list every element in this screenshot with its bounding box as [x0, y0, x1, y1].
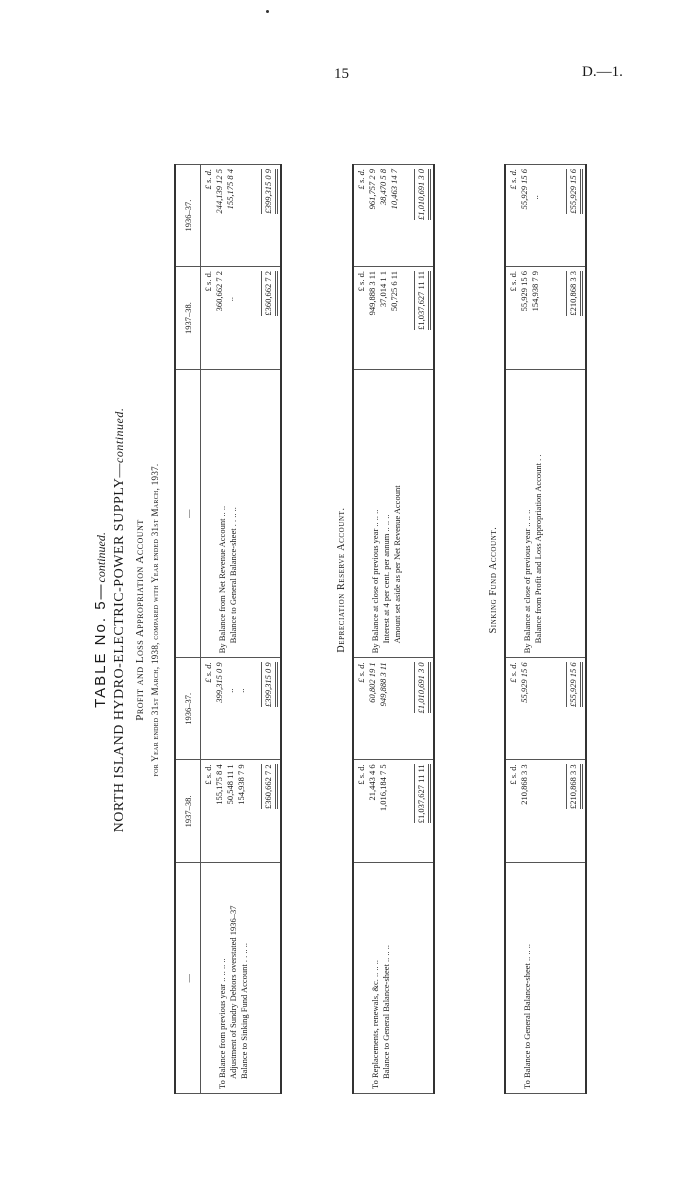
- page-speck: [266, 10, 269, 13]
- pl-debit-1938-value: 50,548 11 1: [225, 764, 235, 805]
- dep-debit-1938-value: 1,016,184 7 5: [378, 764, 388, 812]
- lsd-header: £ s. d.: [508, 169, 518, 190]
- profit-loss-body: [201, 165, 260, 1094]
- dep-credit-1937: [353, 165, 412, 267]
- dep-debit-item: To Replacements, renewals, &c. .. .. ..: [370, 960, 380, 1089]
- lsd-header: £ s. d.: [203, 662, 213, 683]
- dep-debit-1938-value: 21,443 4 6: [367, 764, 377, 801]
- sf-debit-item: To Balance to General Balance-sheet .. .. ..: [522, 943, 532, 1089]
- lsd-header: £ s. d.: [356, 169, 366, 190]
- header-1936-37: 1936–37.: [175, 658, 201, 760]
- dep-credit-item: Interest at 4 per cent. per annum .. .. ..: [381, 514, 391, 644]
- pl-credit-1937-value: 155,175 8 4: [225, 169, 235, 210]
- lsd-header: £ s. d.: [508, 764, 518, 785]
- pl-credit-1938-value: ..: [225, 297, 235, 302]
- dep-credit-1937-value: 10,463 14 7: [389, 169, 399, 210]
- dep-credit-1938-value: 50,725 6 11: [389, 271, 399, 312]
- sf-debit-1937: [505, 658, 564, 760]
- pl-credit-item: By Balance from Net Revenue Account .. ..: [217, 505, 227, 654]
- page-number: 15: [334, 66, 349, 82]
- profit-loss-header: [175, 165, 201, 1094]
- sf-credit-item: Balance from Profit and Loss Appropriation Account . .: [533, 454, 543, 644]
- dep-credit-1938-value: 949,888 3 11: [367, 271, 377, 316]
- lsd-header: £ s. d.: [508, 271, 518, 292]
- sf-debit-total-1937: £55,929 15 6: [566, 662, 583, 707]
- pl-debit-1938-value: 154,938 7 9: [236, 764, 246, 805]
- sinking-fund-body: [505, 165, 564, 1094]
- pl-debit-item: Balance to Sinking Fund Account . . .. ..: [239, 943, 249, 1079]
- pl-debit-item: Adjustment of Sundry Debtors overstated 1936–37: [228, 905, 238, 1079]
- sf-credit-items: [505, 370, 564, 658]
- lsd-header: £ s. d.: [203, 764, 213, 785]
- main-title-cont: continued.: [112, 407, 126, 463]
- pl-credit-total-1938: £360,662 7 2: [261, 271, 278, 316]
- lsd-header: £ s. d.: [203, 169, 213, 190]
- header-1936-37: 1936–37.: [175, 165, 201, 267]
- lsd-header: £ s. d.: [356, 271, 366, 292]
- sf-credit-1937: [505, 165, 564, 267]
- document-reference: D.—1.: [582, 64, 623, 80]
- dep-credit-1938-value: 37,014 1 1: [378, 271, 388, 308]
- pl-credit-1937: [201, 165, 260, 267]
- pl-debit-total-1937: £399,315 0 9: [261, 662, 278, 707]
- dep-debit-1937-value: 949,888 3 11: [378, 662, 388, 707]
- sf-debit-total-1938: £210,868 3 3: [566, 764, 583, 809]
- sinking-fund-table: [504, 164, 587, 1094]
- rotated-table-content: [88, 100, 608, 1140]
- depreciation-body: [353, 165, 412, 1094]
- pl-debit-1937-value: 399,315 0 9: [214, 662, 224, 703]
- dep-credit-total-1938: £1,037,627 11 11: [414, 271, 431, 330]
- dep-credit-items: [353, 370, 412, 658]
- table-main-title: [112, 100, 128, 1140]
- lsd-header: £ s. d.: [203, 271, 213, 292]
- pl-debit-item: To Balance from previous year .. .. .. ..: [217, 958, 227, 1089]
- pl-credit-1938-value: 360,662 7 2: [214, 271, 224, 312]
- profit-loss-totals: [259, 165, 281, 1094]
- pl-debit-total-1938: £360,662 7 2: [261, 764, 278, 809]
- sf-credit-1938-value: 55,929 15 6: [519, 271, 529, 312]
- header-1937-38: 1937–38.: [175, 267, 201, 370]
- sf-debit-items: [505, 863, 564, 1094]
- sf-credit-1938: [505, 267, 564, 370]
- dep-debit-1937-value: 60,802 19 1: [367, 662, 377, 703]
- sf-credit-total-1937: £55,929 15 6: [566, 169, 583, 214]
- table-number: [92, 100, 109, 1140]
- dep-credit-item: Amount set aside as per Net Revenue Account: [392, 485, 402, 644]
- table-number-cont: continued.: [94, 532, 108, 583]
- sinking-fund-title: Sinking Fund Account.: [488, 526, 499, 634]
- table-period: for Year ended 31st March, 1938, compared with Year ended 31st March, 1937.: [150, 463, 160, 777]
- dep-debit-item: Balance to General Balance-sheet .. .. ..: [381, 944, 391, 1079]
- pl-debit-1938-value: 155,175 8 4: [214, 764, 224, 805]
- main-title-text: NORTH ISLAND HYDRO-ELECTRIC-POWER SUPPLY—: [112, 462, 127, 833]
- dep-debit-1937: [353, 658, 412, 760]
- lsd-header: £ s. d.: [508, 662, 518, 683]
- header-dash: —: [175, 370, 201, 658]
- dep-credit-1938: [353, 267, 412, 370]
- pl-credit-items: [201, 370, 260, 658]
- depreciation-title: Depreciation Reserve Account.: [336, 507, 347, 653]
- sf-credit-item: By Balance at close of previous year .. .. ..: [522, 509, 532, 654]
- table-number-text: TABLE No. 5—: [92, 582, 109, 708]
- dep-debit-total-1937: £1,010,691 3 0: [414, 662, 431, 713]
- table-subtitle: Profit and Loss Appropriation Account: [134, 519, 146, 721]
- pl-debit-1937-value: ..: [236, 688, 246, 693]
- depreciation-totals: [412, 165, 434, 1094]
- header-dash: —: [175, 863, 201, 1094]
- sf-credit-1937-value: 55,929 15 6: [519, 169, 529, 210]
- dep-credit-item: By Balance at close of previous year .. .. ..: [370, 509, 380, 654]
- sf-debit-1938: [505, 760, 564, 863]
- sf-debit-1938-value: 210,868 3 3: [519, 764, 529, 805]
- header-1937-38: 1937–38.: [175, 760, 201, 863]
- pl-credit-total-1937: £399,315 0 9: [261, 169, 278, 214]
- pl-debit-items: [201, 863, 260, 1094]
- dep-debit-total-1938: £1,037,627 11 11: [414, 764, 431, 823]
- pl-credit-item: Balance to General Balance-sheet . . .. ..: [228, 507, 238, 644]
- sf-debit-1937-value: 55,929 15 6: [519, 662, 529, 703]
- pl-debit-1937: [201, 658, 260, 760]
- depreciation-table: [352, 164, 435, 1094]
- profit-loss-table: [174, 164, 282, 1094]
- dep-credit-1937-value: 961,757 2 9: [367, 169, 377, 210]
- lsd-header: £ s. d.: [356, 662, 366, 683]
- sf-credit-total-1938: £210,868 3 3: [566, 271, 583, 316]
- pl-debit-1938: [201, 760, 260, 863]
- dep-debit-1938: [353, 760, 412, 863]
- pl-debit-1937-value: ..: [225, 688, 235, 693]
- sf-credit-1937-value: ..: [530, 195, 540, 200]
- dep-credit-total-1937: £1,010,691 3 0: [414, 169, 431, 220]
- dep-credit-1937-value: 38,470 5 8: [378, 169, 388, 206]
- pl-credit-1937-value: 244,139 12 5: [214, 169, 224, 214]
- dep-debit-items: [353, 863, 412, 1094]
- sf-credit-1938-value: 154,938 7 9: [530, 271, 540, 312]
- pl-credit-1938: [201, 267, 260, 370]
- sinking-fund-totals: [564, 165, 586, 1094]
- lsd-header: £ s. d.: [356, 764, 366, 785]
